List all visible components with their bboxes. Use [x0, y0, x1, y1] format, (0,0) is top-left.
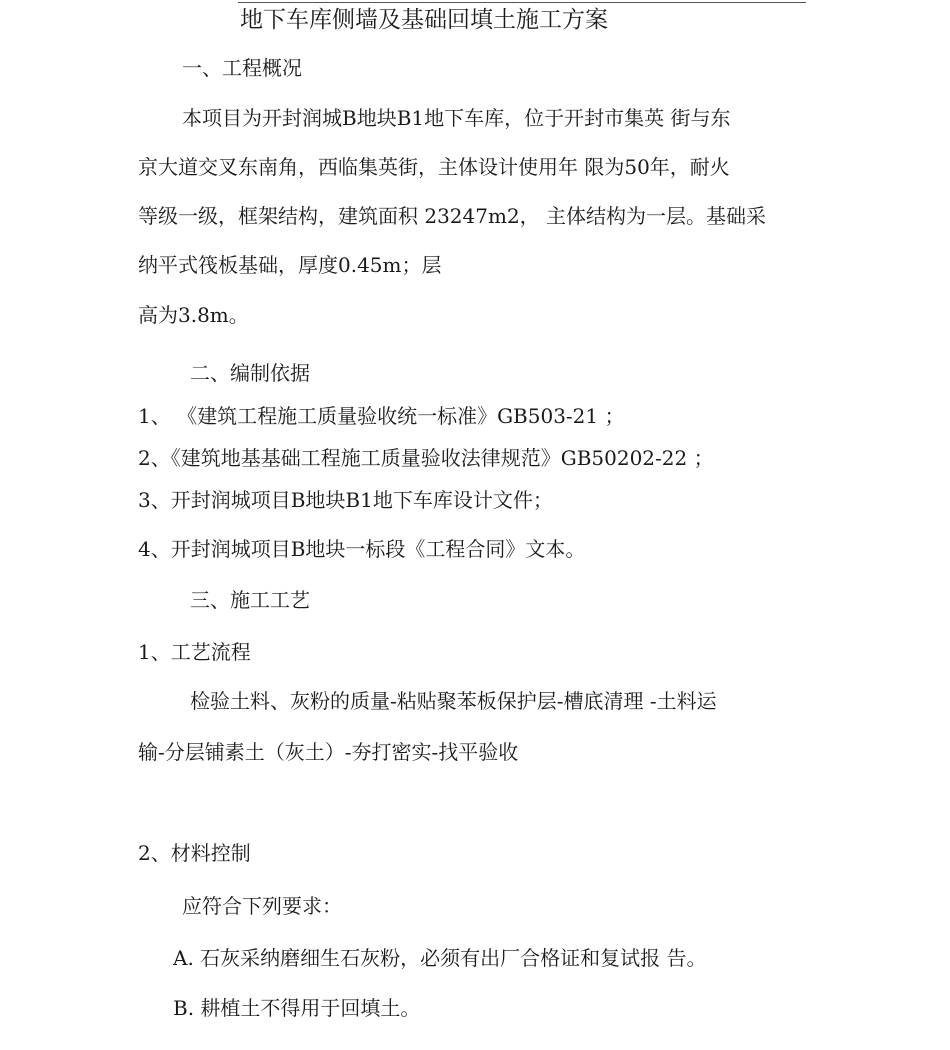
overview-line-3: 等级一级，框架结构，建筑面积 23247m2， 主体结构为一层。基础采 [138, 204, 767, 228]
section2-heading: 二、编制依据 [190, 361, 310, 385]
overview-line-2: 京大道交叉东南角，西临集英街，主体设计使用年 限为50年，耐火 [138, 155, 730, 179]
basis-item-1: 1、 《建筑工程施工质量验收统一标准》GB503-21 ； [138, 404, 625, 428]
basis-item-4: 4、开封润城项目B地块一标段《工程合同》文本。 [138, 537, 586, 561]
overview-line-4: 纳平式筏板基础，厚度0.45m；层 [138, 253, 442, 277]
process-line-2: 输-分层铺素土（灰土）-夯打密实-找平验收 [138, 740, 519, 764]
materials-item-b: B. 耕植土不得用于回填土。 [173, 996, 421, 1020]
overview-line-1: 本项目为开封润城B地块B1地下车库，位于开封市集英 街与东 [182, 106, 731, 130]
document-title: 地下车库侧墙及基础回填土施工方案 [240, 7, 608, 33]
section3-heading: 三、施工工艺 [190, 588, 310, 612]
materials-item-a: A. 石灰采纳磨细生石灰粉，必须有出厂合格证和复试报 告。 [173, 946, 707, 970]
basis-item-3: 3、开封润城项目B地块B1地下车库设计文件； [138, 488, 553, 512]
basis-item-2: 2、《建筑地基基础工程施工质量验收法律规范》GB50202-22 ； [138, 446, 714, 470]
section1-heading: 一、工程概况 [182, 56, 302, 80]
process-line-1: 检验土料、灰粉的质量-粘贴聚苯板保护层-槽底清理 -土料运 [190, 689, 717, 713]
top-rule [238, 2, 806, 3]
process-heading: 1、工艺流程 [138, 640, 251, 664]
overview-line-5: 高为3.8m。 [138, 303, 249, 327]
materials-intro: 应符合下列要求： [182, 894, 342, 918]
materials-heading: 2、材料控制 [138, 841, 251, 865]
